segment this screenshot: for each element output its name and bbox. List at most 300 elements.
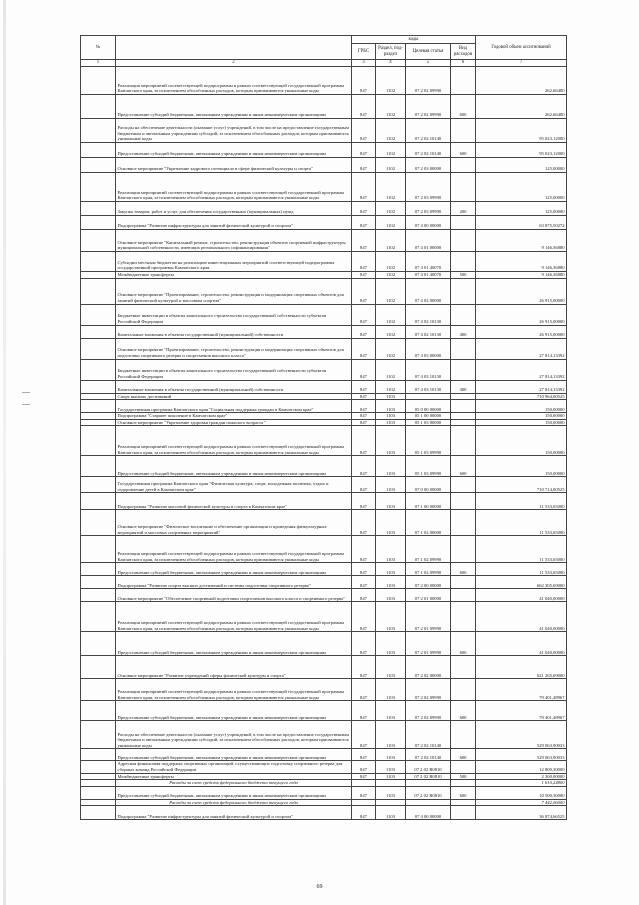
page-number: 69 — [316, 884, 323, 890]
row-num — [81, 773, 116, 780]
row-target: 05 1 03 09990 — [406, 456, 451, 477]
margin-mark — [22, 404, 30, 405]
row-name: Бюджетные инвестиции в объекты капитального строительства государственной собственности субъектов Российской Федерации — [116, 359, 352, 380]
row-num — [81, 477, 116, 493]
row-target: 07 4 03 00000 — [406, 338, 451, 359]
row-section: 1103 — [376, 413, 406, 420]
row-section: 1102 — [376, 230, 406, 252]
row-grbs: 847 — [352, 400, 376, 413]
table-row — [81, 143, 567, 158]
row-target: 07 1 00 00000 — [406, 493, 451, 510]
row-grbs: 847 — [352, 456, 376, 477]
row-target: 07 2 03 00000 — [406, 158, 451, 173]
row-type — [451, 656, 476, 679]
row-num — [81, 95, 116, 119]
row-type — [451, 806, 476, 820]
row-name: Подпрограмма "Развитие массовой физической культуры и спорта в Камчатском крае" — [116, 493, 352, 510]
row-amount: 710 964,00525 — [476, 393, 567, 400]
row-grbs: 847 — [352, 173, 376, 202]
row-grbs: 847 — [352, 143, 376, 158]
row-section: 1103 — [376, 576, 406, 589]
row-amount: 662 305,69000 — [476, 576, 567, 589]
row-target: 07 4 00 00000 — [406, 216, 451, 230]
row-amount: 125,00000 — [476, 173, 567, 202]
table-row — [81, 786, 567, 799]
row-name: Основное мероприятие "Развитие учреждений сферы физической культуры и спорта" — [116, 656, 352, 679]
row-num — [81, 413, 116, 420]
table-row — [81, 158, 567, 173]
row-amount: 529 063,90033 — [476, 749, 567, 761]
row-target: 07 1 02 09990 — [406, 563, 451, 576]
row-grbs: 847 — [352, 413, 376, 420]
row-section: 1103 — [376, 456, 406, 477]
margin-mark — [22, 392, 30, 393]
table-row — [81, 563, 567, 576]
row-target: 07 2 01 09990 — [406, 632, 451, 656]
table-row — [81, 632, 567, 656]
row-name: Расходы за счет средств федерального бюджета текущего года — [116, 799, 352, 806]
row-name: Реализация мероприятий соответствующей подпрограммы в рамках соответствующей государственной программы Камчатского края, за исключением обособленных расходов, которым присваиваются уникальные коды — [116, 679, 352, 701]
row-target: 07 2 03 09990 — [406, 202, 451, 216]
index-cell: 3 — [352, 60, 376, 67]
row-type — [451, 536, 476, 563]
row-amount: 41 040,00000 — [476, 602, 567, 632]
row-num — [81, 806, 116, 820]
table-body — [81, 67, 567, 820]
row-amount: 9 146,36880 — [476, 272, 567, 279]
row-target: 05 1 00 00000 — [406, 413, 451, 420]
row-section: 1103 — [376, 563, 406, 576]
row-num — [81, 359, 116, 380]
row-section: 1102 — [376, 158, 406, 173]
row-amount: 9 146,36880 — [476, 230, 567, 252]
row-type — [451, 338, 476, 359]
table-row — [81, 393, 567, 400]
row-num — [81, 216, 116, 230]
row-type — [451, 278, 476, 304]
row-amount: 63 875,50272 — [476, 216, 567, 230]
row-grbs: 847 — [352, 576, 376, 589]
row-amount: 95 023,12000 — [476, 119, 567, 143]
row-section: 1103 — [376, 477, 406, 493]
row-grbs: 847 — [352, 202, 376, 216]
row-grbs: 847 — [352, 589, 376, 602]
table-row — [81, 413, 567, 420]
row-type — [451, 413, 476, 420]
row-type — [451, 119, 476, 143]
scan-edge — [3, 0, 6, 905]
row-grbs: 847 — [352, 359, 376, 380]
row-name: Расходы на обеспечение деятельности (оказание услуг) учреждений, в том числе на предоставление государственным бюджетным и автономным учреждениям субсидий, за исключением обособленных расходов, которым присваиваются уникальные коды — [116, 721, 352, 749]
row-target: 07 4 03 10130 — [406, 380, 451, 393]
row-section — [376, 780, 406, 787]
row-grbs: 847 — [352, 426, 376, 456]
row-section: 1103 — [376, 701, 406, 721]
row-section — [376, 799, 406, 806]
table-row — [81, 119, 567, 143]
row-type — [451, 426, 476, 456]
row-target: 07 2 02 10140 — [406, 143, 451, 158]
row-name: Спорт высших достижений — [116, 393, 352, 400]
row-section: 1103 — [376, 761, 406, 773]
row-target: 07 4 02 10130 — [406, 325, 451, 338]
row-name: Подпрограмма "Развитие инфраструктуры для занятий физической культурой и спортом" — [116, 806, 352, 820]
row-type — [451, 780, 476, 787]
row-section: 1102 — [376, 272, 406, 279]
row-section: 1103 — [376, 400, 406, 413]
row-num — [81, 780, 116, 787]
row-amount: 710 714,00525 — [476, 477, 567, 493]
row-grbs: 847 — [352, 216, 376, 230]
row-amount: 9 146,36880 — [476, 252, 567, 272]
table-row — [81, 230, 567, 252]
row-target: 07 2 02 10140 — [406, 721, 451, 749]
index-cell: 1 — [81, 60, 116, 67]
row-target: 07 2 00 00000 — [406, 576, 451, 589]
row-type — [451, 158, 476, 173]
row-target: 05 1 03 00000 — [406, 419, 451, 426]
row-type: 600 — [451, 786, 476, 799]
row-amount: 150,00000 — [476, 426, 567, 456]
row-target: 07 2 02 10140 — [406, 749, 451, 761]
row-grbs: 847 — [352, 493, 376, 510]
row-type: 600 — [451, 701, 476, 721]
row-type: 600 — [451, 143, 476, 158]
row-name: Субсидии местным бюджетам на реализацию инвестиционных мероприятий соответствующей подпрограммы государственной программы Камчатского края — [116, 252, 352, 272]
row-target: 07 2 02 R0810 — [406, 773, 451, 780]
row-amount: 79 401,48967 — [476, 701, 567, 721]
row-name: Основное мероприятие "Капитальный ремонт, строительство, реконструкция объектов спортивной инфраструктуры муниципальной собственности, имеющих регионального софинансирования" — [116, 230, 352, 252]
row-num — [81, 679, 116, 701]
row-section: 1102 — [376, 216, 406, 230]
row-target: 07 1 02 00000 — [406, 510, 451, 536]
row-grbs: 847 — [352, 252, 376, 272]
row-name: Межбюджетные трансферты — [116, 773, 352, 780]
row-num — [81, 576, 116, 589]
row-num — [81, 589, 116, 602]
row-name: Капитальные вложения в объекты государственной (муниципальной) собственности — [116, 325, 352, 338]
row-section: 1103 — [376, 721, 406, 749]
header-name — [116, 36, 352, 60]
row-section: 1102 — [376, 380, 406, 393]
header-codes: коды — [352, 36, 476, 44]
row-target: 07 4 01 40070 — [406, 272, 451, 279]
row-grbs: 847 — [352, 656, 376, 679]
row-name: Предоставление субсидий бюджетным, автономным учреждениям и иным некоммерческим организациям — [116, 143, 352, 158]
row-num — [81, 393, 116, 400]
row-type: 600 — [451, 95, 476, 119]
table-row — [81, 510, 567, 536]
row-amount: 150,00000 — [476, 456, 567, 477]
row-num — [81, 230, 116, 252]
table-row — [81, 272, 567, 279]
row-num — [81, 602, 116, 632]
row-section: 1102 — [376, 304, 406, 325]
row-name: Расходы на обеспечение деятельности (оказание услуг) учреждений, в том числе на предоставление государственным бюджетным и автономным учреждениям субсидий, за исключением обособленных расходов, которым присваиваются уникальные коды — [116, 119, 352, 143]
row-name: Капитальные вложения в объекты государственной (муниципальной) собственности — [116, 380, 352, 393]
row-amount: 11 533,65000 — [476, 510, 567, 536]
row-num — [81, 325, 116, 338]
row-amount: 41 040,00000 — [476, 632, 567, 656]
row-num — [81, 419, 116, 426]
row-num — [81, 202, 116, 216]
table-row — [81, 419, 567, 426]
table-row — [81, 173, 567, 202]
row-section: 1102 — [376, 325, 406, 338]
row-name: Предоставление субсидий бюджетным, автономным учреждениям и иным некоммерческим организациям — [116, 563, 352, 576]
row-target: 07 2 02 09990 — [406, 95, 451, 119]
row-grbs: 847 — [352, 338, 376, 359]
row-num — [81, 272, 116, 279]
row-target: 07 0 00 00000 — [406, 477, 451, 493]
row-target: 07 2 03 09990 — [406, 173, 451, 202]
row-target: 07 2 01 00000 — [406, 589, 451, 602]
row-grbs: 847 — [352, 419, 376, 426]
header-grbs: ГРБС — [352, 44, 376, 60]
row-type — [451, 173, 476, 202]
row-section: 1103 — [376, 786, 406, 799]
row-section: 1103 — [376, 632, 406, 656]
row-num — [81, 510, 116, 536]
row-name: Основное мероприятие "Физическое воспитание и обеспечение организации и проведения физкультурных мероприятий и массовых спортивных мероприятий" — [116, 510, 352, 536]
row-type: 200 — [451, 202, 476, 216]
row-num — [81, 173, 116, 202]
row-name: Реализация мероприятий соответствующей подпрограммы в рамках соответствующей государственной программы Камчатского края, за исключением обособленных расходов, которым присваиваются уникальные коды — [116, 173, 352, 202]
row-type: 500 — [451, 272, 476, 279]
row-grbs: 847 — [352, 602, 376, 632]
header-num: № — [81, 36, 116, 60]
row-grbs: 847 — [352, 230, 376, 252]
table-row — [81, 216, 567, 230]
row-amount: 95 023,12000 — [476, 143, 567, 158]
row-name: Предоставление субсидий бюджетным, автономным учреждениям и иным некоммерческим организациям — [116, 632, 352, 656]
row-num — [81, 563, 116, 576]
row-num — [81, 749, 116, 761]
table-row — [81, 477, 567, 493]
row-section: 1103 — [376, 656, 406, 679]
row-amount: 262,66400 — [476, 95, 567, 119]
row-target: 07 2 02 R0810 — [406, 761, 451, 773]
row-grbs: 847 — [352, 325, 376, 338]
row-target: 07 4 01 00000 — [406, 230, 451, 252]
row-type — [451, 589, 476, 602]
row-amount: 26 915,00000 — [476, 304, 567, 325]
index-cell: 7 — [476, 60, 567, 67]
row-num — [81, 67, 116, 95]
row-name: Реализация мероприятий соответствующей подпрограммы в рамках соответствующей государственной программы Камчатского края, за исключением обособленных расходов, которым присваиваются уникальные коды — [116, 426, 352, 456]
row-num — [81, 456, 116, 477]
row-grbs: 847 — [352, 563, 376, 576]
row-type: 500 — [451, 773, 476, 780]
row-amount: 621 265,69000 — [476, 656, 567, 679]
row-num — [81, 656, 116, 679]
table-row — [81, 304, 567, 325]
row-num — [81, 786, 116, 799]
row-target: 07 2 02 00000 — [406, 656, 451, 679]
row-grbs: 847 — [352, 272, 376, 279]
row-name: Подпрограмма "Старшее поколение в Камчатском крае" — [116, 413, 352, 420]
row-name: Реализация мероприятий соответствующей подпрограммы в рамках соответствующей государственной программы Камчатского края, за исключением обособленных расходов, которым присваиваются уникальные коды — [116, 602, 352, 632]
table-row — [81, 799, 567, 806]
row-type — [451, 510, 476, 536]
row-grbs: 847 — [352, 536, 376, 563]
row-amount: 150,00000 — [476, 400, 567, 413]
row-num — [81, 761, 116, 773]
row-section: 1102 — [376, 67, 406, 95]
table-row — [81, 761, 567, 773]
row-type — [451, 679, 476, 701]
row-grbs: 847 — [352, 158, 376, 173]
row-name: Основное мероприятие "Укрепление здоровья граждан пожилого возраста " — [116, 419, 352, 426]
index-cell: 6 — [451, 60, 476, 67]
table-row — [81, 426, 567, 456]
row-type — [451, 252, 476, 272]
row-name: Расходы за счет средств федерального бюджета текущего года — [116, 780, 352, 787]
row-grbs: 847 — [352, 806, 376, 820]
row-section: 1103 — [376, 393, 406, 400]
row-type — [451, 799, 476, 806]
row-section: 1103 — [376, 426, 406, 456]
row-num — [81, 380, 116, 393]
row-num — [81, 701, 116, 721]
row-amount: 1 610,24800 — [476, 780, 567, 787]
row-amount: 10 500,30000 — [476, 786, 567, 799]
row-grbs: 847 — [352, 679, 376, 701]
row-section: 1102 — [376, 359, 406, 380]
row-section: 1103 — [376, 493, 406, 510]
row-name: Государственная программа Камчатского края "Физическая культура, спорт, молодежная политика, отдых и оздоровление детей в Камчатском крае" — [116, 477, 352, 493]
row-type: 600 — [451, 456, 476, 477]
row-target: 05 0 00 00000 — [406, 400, 451, 413]
row-amount: 262,66400 — [476, 67, 567, 95]
row-target — [406, 393, 451, 400]
row-section: 1103 — [376, 679, 406, 701]
table-row — [81, 493, 567, 510]
row-num — [81, 400, 116, 413]
row-name: Основное мероприятие "Проектирование, строительство, реконструкция и модернизация спортивных объектов для занятий физической культурой и массовым спортом" — [116, 278, 352, 304]
row-grbs: 847 — [352, 304, 376, 325]
row-type — [451, 230, 476, 252]
row-type — [451, 602, 476, 632]
row-amount: 7 442,06000 — [476, 799, 567, 806]
row-type: 400 — [451, 380, 476, 393]
row-section: 1102 — [376, 202, 406, 216]
row-type — [451, 576, 476, 589]
table-row — [81, 806, 567, 820]
row-name: Основное мероприятие "Обеспечение спортивной подготовки спортсменов высокого класса и спортивного резерва" — [116, 589, 352, 602]
index-cell: 4 — [376, 60, 406, 67]
row-section: 1102 — [376, 278, 406, 304]
row-grbs: 847 — [352, 510, 376, 536]
row-section: 1103 — [376, 806, 406, 820]
row-amount: 11 533,65000 — [476, 493, 567, 510]
row-amount: 125,00000 — [476, 202, 567, 216]
row-num — [81, 536, 116, 563]
row-amount: 26 915,00000 — [476, 325, 567, 338]
table-row — [81, 95, 567, 119]
row-amount: 150,00000 — [476, 419, 567, 426]
row-type — [451, 67, 476, 95]
row-name: Реализация мероприятий соответствующей подпрограммы в рамках соответствующей государственной программы Камчатского края, за исключением обособленных расходов, которым присваиваются уникальные коды — [116, 67, 352, 95]
row-type — [451, 393, 476, 400]
row-target: 07 4 00 00000 — [406, 806, 451, 820]
row-grbs: 847 — [352, 477, 376, 493]
row-grbs: 847 — [352, 786, 376, 799]
row-section: 1103 — [376, 419, 406, 426]
row-type — [451, 493, 476, 510]
row-grbs — [352, 780, 376, 787]
row-type: 600 — [451, 632, 476, 656]
row-target: 07 1 02 09990 — [406, 536, 451, 563]
row-section: 1102 — [376, 173, 406, 202]
row-type: 600 — [451, 563, 476, 576]
row-section: 1103 — [376, 749, 406, 761]
header-section: Раздел, под-раздел — [376, 44, 406, 60]
row-grbs: 847 — [352, 278, 376, 304]
row-target: 07 2 02 09990 — [406, 701, 451, 721]
row-type — [451, 216, 476, 230]
row-grbs: 847 — [352, 761, 376, 773]
row-section: 1102 — [376, 338, 406, 359]
row-section: 1103 — [376, 510, 406, 536]
table-row — [81, 749, 567, 761]
row-amount: 26 915,00000 — [476, 278, 567, 304]
index-cell: 2 — [116, 60, 352, 67]
row-amount: 36 874,66525 — [476, 806, 567, 820]
row-name: Предоставление субсидий бюджетным, автономным учреждениям и иным некоммерческим организациям — [116, 749, 352, 761]
table-row — [81, 679, 567, 701]
row-grbs — [352, 799, 376, 806]
row-name: Государственная программа Камчатского края "Социальная поддержка граждан в Камчатском крае" — [116, 400, 352, 413]
header-index-row — [81, 60, 567, 67]
row-target: 07 2 02 R0810 — [406, 786, 451, 799]
row-num — [81, 632, 116, 656]
table-row — [81, 400, 567, 413]
table-row — [81, 252, 567, 272]
row-amount: 27 814,13392 — [476, 380, 567, 393]
row-grbs: 847 — [352, 67, 376, 95]
row-target: 05 1 03 09990 — [406, 426, 451, 456]
row-section: 1102 — [376, 119, 406, 143]
row-type — [451, 400, 476, 413]
row-amount: 12 800,30000 — [476, 761, 567, 773]
row-amount: 27 814,13392 — [476, 359, 567, 380]
table-row — [81, 456, 567, 477]
row-name: Межбюджетные трансферты — [116, 272, 352, 279]
row-name: Адресная финансовая поддержка спортивных организаций, осуществляющих подготовку спортивного резерва для сборных команд Российской Федерации — [116, 761, 352, 773]
row-section: 1103 — [376, 602, 406, 632]
table-row — [81, 380, 567, 393]
row-name: Реализация мероприятий соответствующей подпрограммы в рамках соответствующей государственной программы Камчатского края, за исключением обособленных расходов, которым присваиваются уникальные коды — [116, 536, 352, 563]
index-cell: 5 — [406, 60, 451, 67]
header-total: Годовой объем ассигнований — [476, 36, 567, 60]
row-grbs: 847 — [352, 749, 376, 761]
row-name: Бюджетные инвестиции в объекты капитального строительства государственной собственности субъектов Российской Федерации — [116, 304, 352, 325]
row-name: Основное мероприятие "Укрепление кадрового потенциала в сфере физической культуры и спорта" — [116, 158, 352, 173]
row-name: Предоставление субсидий бюджетным, автономным учреждениям и иным некоммерческим организациям — [116, 456, 352, 477]
row-type — [451, 419, 476, 426]
row-grbs: 847 — [352, 701, 376, 721]
row-target — [406, 799, 451, 806]
row-num — [81, 721, 116, 749]
row-name: Предоставление субсидий бюджетным, автономным учреждениям и иным некоммерческим организациям — [116, 95, 352, 119]
row-amount: 150,00000 — [476, 413, 567, 420]
row-grbs: 847 — [352, 773, 376, 780]
table-row — [81, 325, 567, 338]
table-row — [81, 721, 567, 749]
row-target: 07 4 03 10130 — [406, 359, 451, 380]
row-num — [81, 493, 116, 510]
